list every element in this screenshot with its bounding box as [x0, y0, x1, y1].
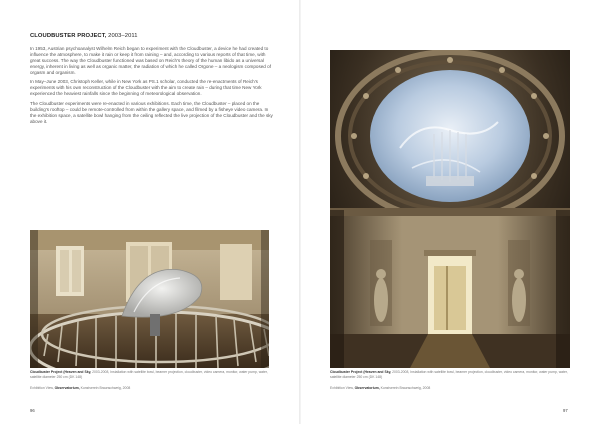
section-heading: [30, 33, 138, 39]
credit-right: [330, 386, 430, 390]
page-number-left: 96: [30, 408, 35, 413]
caption-right-title: Cloudbuster Project (Heaven and Sky,: [330, 370, 392, 374]
heading-years: 2003–2011: [108, 33, 138, 39]
caption-right: [330, 370, 570, 379]
credit-left-venue: Observatorium,: [54, 386, 80, 390]
credit-left: [30, 386, 130, 390]
caption-left-details: 2003-2008, Installation with satellite bowl, beamer projection, cloudbuster, video camera, monitor, water pump, water, satellite diameter 250 cm (DK 148): [30, 370, 268, 379]
credit-left-rest: Kunstverein Braunschweig, 2008: [79, 386, 131, 390]
paragraph-2: In May–June 2003, Christoph Keller, while in New York as PS.1 scholar, conducted the re-enactments of Reich's experiments with his own reconstruction of the Cloudbuster with the aim to create rain – during that time New York experienced the heaviest rainfalls since the beginning of meteorological observation.: [30, 79, 262, 97]
body-text: [30, 46, 275, 128]
caption-left-title: Cloudbuster Project (Heaven and Sky,: [30, 370, 92, 374]
credit-left-prefix: Exhibition View,: [30, 386, 55, 390]
photo-balustrade-satellite-bowl: [30, 230, 269, 368]
book-gutter: [299, 0, 301, 424]
photo-dome-rotunda: [330, 50, 570, 368]
credit-right-venue: Observatorium,: [354, 386, 380, 390]
credit-right-prefix: Exhibition View,: [330, 386, 355, 390]
paragraph-1: In 1953, Austrian psychoanalyst Wilhelm Reich began to experiment with the Cloudbuster, a device he had created to influence the atmosphere, to make it rain or keep it from raining – and, according to various reports of that time, with great success. The way the Cloudbuster functioned was based on Reich's theory of the human libido as a universal energy, inherent in living as well as organic matter, the radiation of which he called Orgone – a neologism composed of orgasm and organism.: [30, 46, 271, 75]
caption-left: [30, 370, 270, 379]
paragraph-3: The Cloudbuster experiments were re-enacted in various exhibitions. Each time, the Cloudbuster – placed on the building's rooftop – could be remote-controlled from within the gallery space, and filmed by a fisheye video camera. In the exhibition space, a satellite bowl hanging from the ceiling reflected the live projection of the Cloudbuster and the sky above it.: [30, 100, 273, 124]
page-number-right: 97: [563, 408, 568, 413]
caption-right-details: 2003-2008, Installation with satellite bowl, beamer projection, cloudbuster, video camera, monitor, water pump, water, satellite diameter 250 cm (DK 148): [330, 370, 568, 379]
heading-title: CLOUDBUSTER PROJECT,: [30, 33, 107, 39]
credit-right-rest: Kunstverein Braunschweig, 2008: [379, 386, 431, 390]
